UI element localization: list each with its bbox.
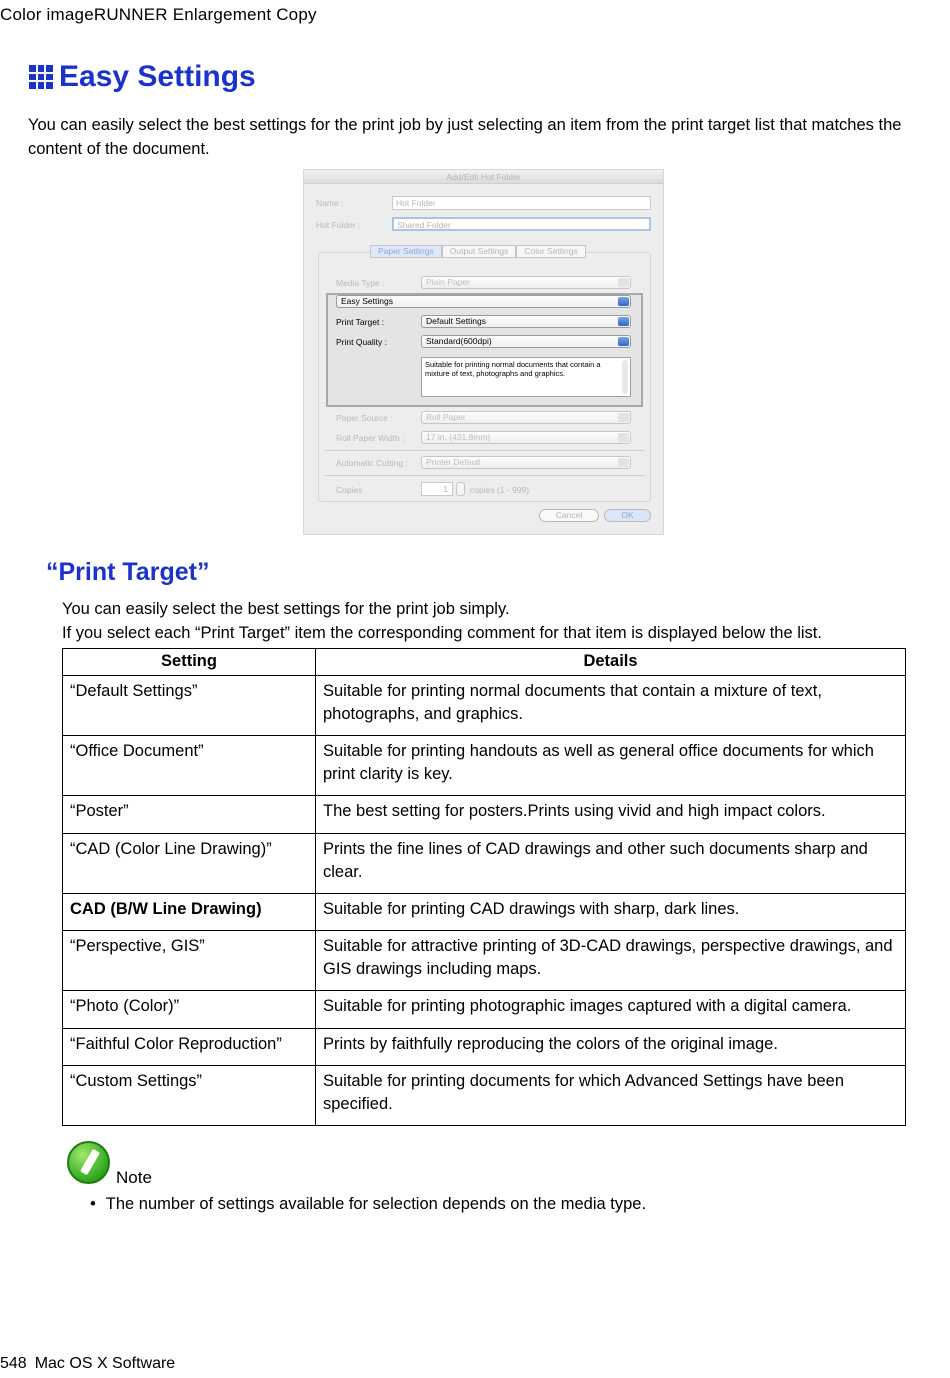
details-cell: Suitable for printing handouts as well as general office documents for which print clarity is key. (316, 736, 906, 796)
media-type-label: Media Type : (336, 278, 385, 288)
media-type-value: Plain Paper (426, 277, 470, 287)
setting-cell: “Custom Settings” (63, 1066, 316, 1126)
copies-label: Copies (336, 485, 363, 495)
details-cell: Suitable for printing documents for which Advanced Settings have been specified. (316, 1066, 906, 1126)
hot-folder-dialog (303, 169, 664, 535)
print-target-para-1: You can easily select the best settings for the print job simply. (62, 600, 510, 618)
table-row (63, 796, 906, 834)
auto-cut-label: Automatic Cutting : (336, 458, 408, 468)
note-text: The number of settings available for selection depends on the media type. (105, 1195, 647, 1213)
name-label: Name : (316, 198, 344, 208)
table-row (63, 736, 906, 796)
chevron-updown-icon (618, 433, 629, 442)
note-label: Note (116, 1168, 152, 1187)
dialog-title: Add/Edit Hot Folder (304, 170, 663, 184)
print-quality-select[interactable] (421, 335, 631, 348)
table-row (63, 991, 906, 1029)
grid-icon (28, 64, 54, 90)
paper-source-value: Roll Paper (426, 412, 466, 422)
setting-cell: “Poster” (63, 796, 316, 834)
table-row (63, 893, 906, 931)
chevron-updown-icon (618, 458, 629, 467)
setting-cell: “Default Settings” (63, 676, 316, 736)
details-cell: Suitable for printing CAD drawings with sharp, dark lines. (316, 893, 906, 931)
chevron-updown-icon (618, 413, 629, 422)
page-footer (0, 1355, 183, 1373)
print-quality-value: Standard(600dpi) (426, 336, 492, 346)
paper-source-label: Paper Source : (336, 413, 393, 423)
tab-color-settings[interactable]: Color Settings (516, 245, 585, 258)
print-target-para-2: If you select each “Print Target” item the corresponding comment for that item is displayed below the list. (62, 624, 822, 642)
auto-cut-select[interactable] (421, 456, 631, 469)
print-target-select[interactable] (421, 315, 631, 328)
roll-width-value: 17 in. (431.8mm) (426, 432, 491, 442)
setting-cell: “Perspective, GIS” (63, 931, 316, 991)
section-intro: You can easily select the best settings for the print job by just selecting an item from the print target list that matches the content of the document. (28, 116, 902, 158)
column-header-details: Details (316, 649, 906, 676)
roll-width-label: Roll Paper Width : (336, 433, 405, 443)
details-cell: Prints by faithfully reproducing the colors of the original image. (316, 1028, 906, 1066)
hot-folder-label: Hot Folder : (316, 220, 361, 230)
setting-cell: “Faithful Color Reproduction” (63, 1028, 316, 1066)
hot-folder-field[interactable]: Shared Folder (392, 217, 651, 231)
chevron-updown-icon (618, 317, 629, 326)
settings-tabs (370, 245, 586, 258)
details-cell: Suitable for printing photographic images captured with a digital camera. (316, 991, 906, 1029)
chevron-updown-icon (618, 337, 629, 346)
note-item (90, 1195, 646, 1214)
copies-field[interactable]: 1 (421, 482, 453, 496)
table-header-row (63, 649, 906, 676)
print-target-value: Default Settings (426, 316, 487, 326)
divider (324, 475, 645, 476)
chevron-updown-icon (618, 278, 629, 287)
cancel-button[interactable]: Cancel (539, 509, 599, 522)
setting-cell: “Office Document” (63, 736, 316, 796)
copies-stepper[interactable] (456, 482, 465, 496)
setting-cell: “Photo (Color)” (63, 991, 316, 1029)
setting-cell: “CAD (Color Line Drawing)” (63, 833, 316, 893)
print-target-table (62, 648, 906, 1126)
print-target-comment: Suitable for printing normal documents that contain a mixture of text, photographs and graphics. (421, 357, 631, 397)
table-row (63, 931, 906, 991)
ok-button[interactable]: OK (604, 509, 651, 522)
divider (324, 450, 645, 451)
setting-cell: CAD (B/W Line Drawing) (63, 893, 316, 931)
auto-cut-value: Printer Default (426, 457, 481, 467)
running-header: Color imageRUNNER Enlargement Copy (0, 5, 317, 24)
section-title: Easy Settings (59, 60, 256, 93)
tab-output-settings[interactable]: Output Settings (442, 245, 517, 258)
bullet: • (90, 1195, 96, 1213)
details-cell: Prints the fine lines of CAD drawings and other such documents sharp and clear. (316, 833, 906, 893)
column-header-setting: Setting (63, 649, 316, 676)
print-quality-label: Print Quality : (336, 337, 388, 347)
paper-source-select[interactable] (421, 411, 631, 424)
roll-width-select[interactable] (421, 431, 631, 444)
media-type-select[interactable] (421, 276, 631, 289)
print-target-label: Print Target : (336, 317, 385, 327)
chevron-updown-icon (618, 297, 629, 306)
table-row (63, 833, 906, 893)
mode-select[interactable] (336, 295, 631, 308)
pencil-note-icon (67, 1141, 110, 1184)
table-row (63, 1066, 906, 1126)
table-row (63, 1028, 906, 1066)
footer-section: Mac OS X Software (34, 1355, 176, 1372)
section-heading (28, 60, 256, 94)
page-number: 548 (0, 1355, 27, 1372)
copies-range: copies (1 - 999) (470, 485, 530, 495)
tab-paper-settings[interactable]: Paper Settings (370, 245, 442, 258)
details-cell: Suitable for attractive printing of 3D-CAD drawings, perspective drawings, and GIS drawings including maps. (316, 931, 906, 991)
name-field[interactable]: Hot Folder (392, 196, 651, 210)
table-row (63, 676, 906, 736)
details-cell: Suitable for printing normal documents that contain a mixture of text, photographs, and graphics. (316, 676, 906, 736)
mode-value: Easy Settings (341, 296, 393, 306)
details-cell: The best setting for posters.Prints using vivid and high impact colors. (316, 796, 906, 834)
print-target-heading: “Print Target” (46, 558, 210, 586)
